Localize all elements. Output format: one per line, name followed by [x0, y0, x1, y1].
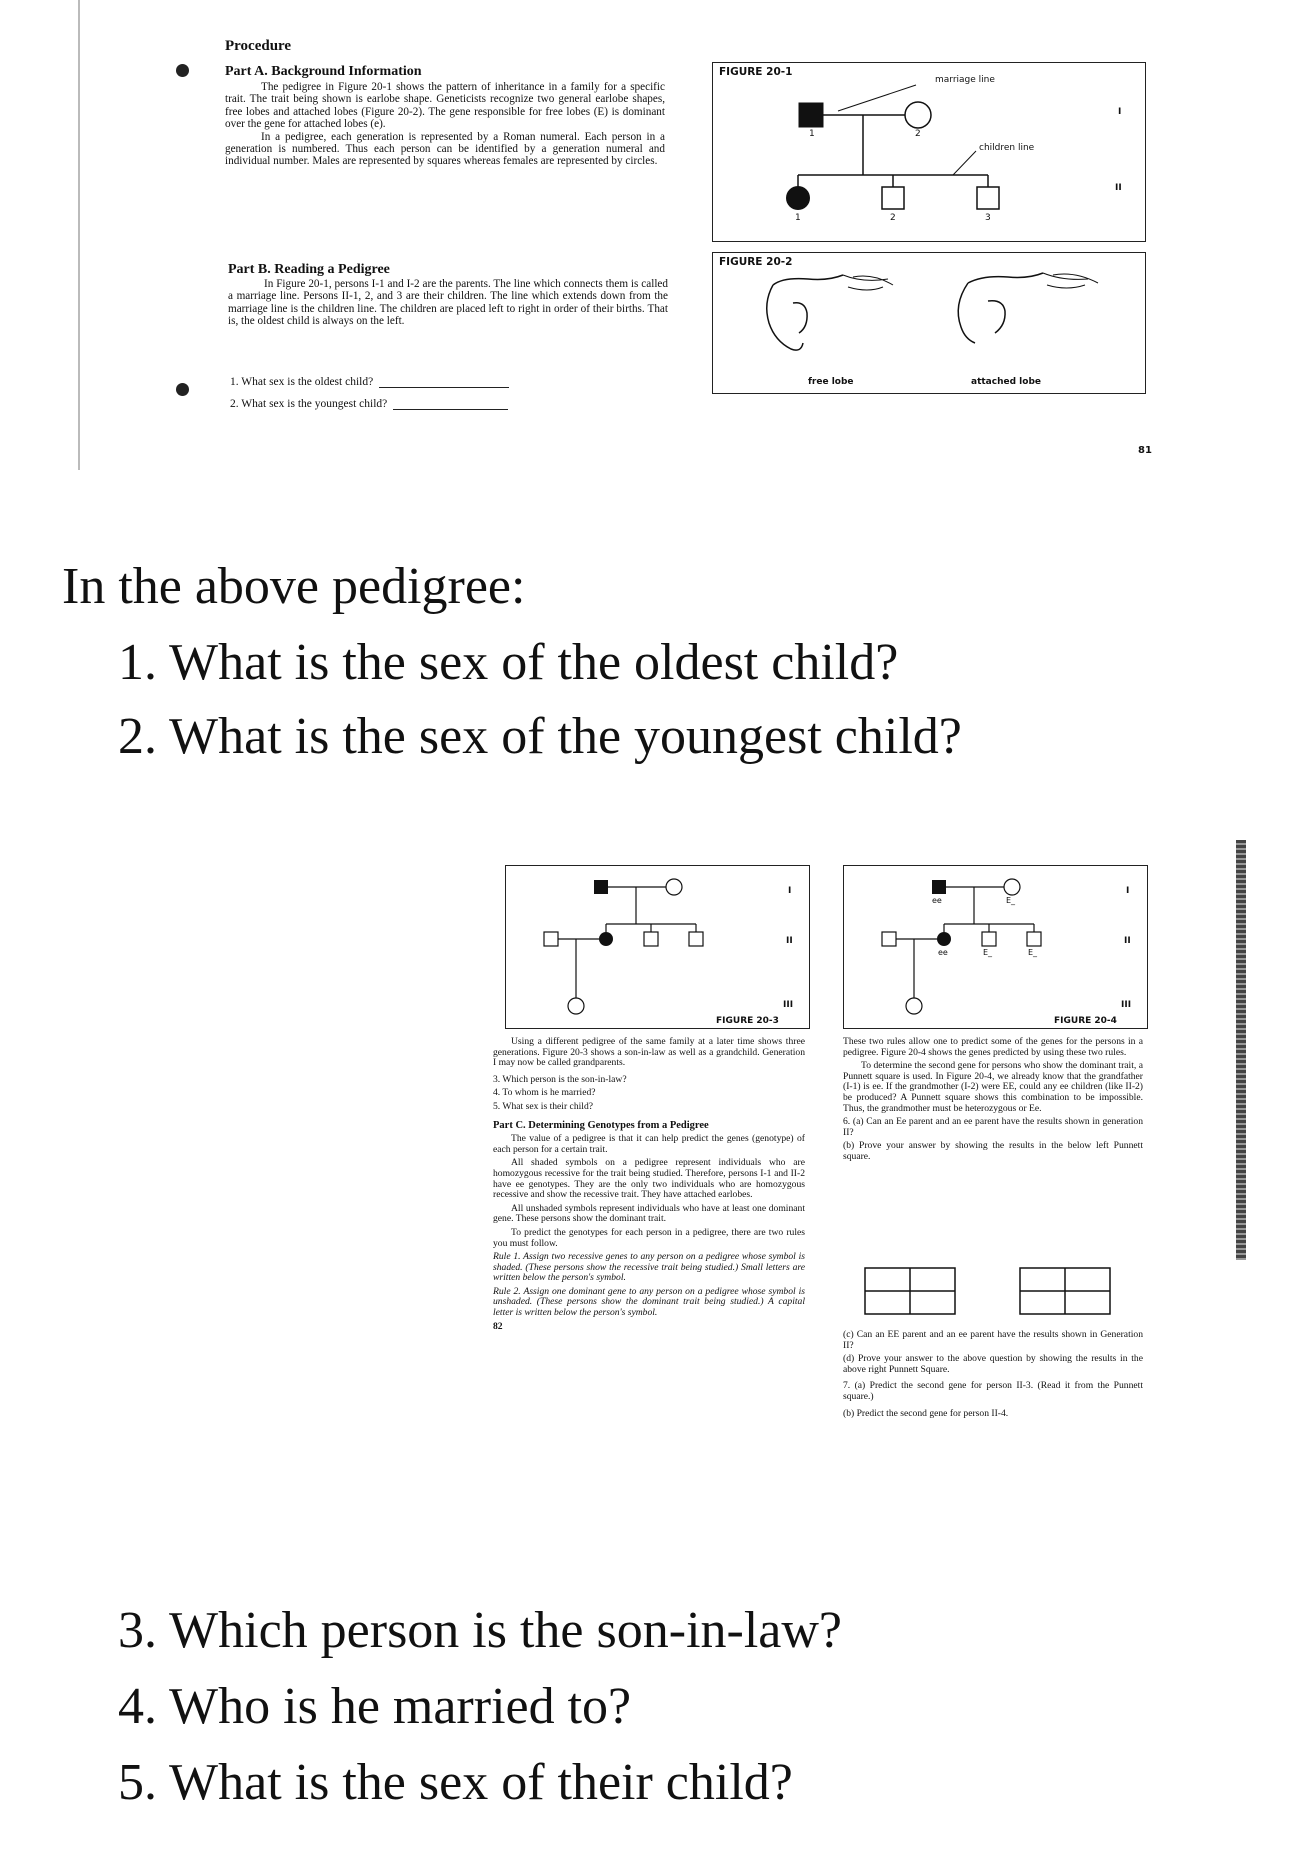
question-7a: 7. (a) Predict the second gene for person II-3. (Read it from the Punnett square.)	[843, 1380, 1143, 1402]
right-paragraph-2: To determine the second gene for persons who show the dominant trait, a Punnett square is used. In Figure 20-4, we already know that the grandfather (I-1) is ee. If the grandmother (I-2) were EE, could any ee children (like II-2) be produced? A Punnett square shows this combination to be impossible. Thus, the grandmother must be heterozygous or Ee.	[843, 1060, 1143, 1114]
page81-question-1	[230, 376, 509, 388]
answer-line	[379, 387, 509, 388]
page81-question-2	[230, 398, 508, 410]
male-II-2	[882, 187, 904, 209]
figure-20-2-label: FIGURE 20-2	[719, 256, 793, 268]
figure-20-4-gen-III: III	[1121, 1000, 1132, 1010]
attached-lobe-label: attached lobe	[971, 377, 1041, 387]
free-lobe-drawing	[767, 275, 893, 350]
part-c-paragraph-3: All unshaded symbols represent individuals who have at least one dominant gene. These persons show the dominant trait.	[493, 1202, 805, 1225]
figure-20-4	[843, 865, 1148, 1029]
figure-20-3-intro: Using a different pedigree of the same family at a later time shows three generations. Figure 20-3 shows a son-in-law as well as a grandchild. Generation I may now be called grandparents.	[493, 1036, 805, 1069]
person-I-1-number: 1	[809, 129, 815, 139]
generation-II-label: II	[1115, 183, 1122, 193]
page82-question-3: 3. Which person is the son-in-law?	[493, 1073, 627, 1085]
punnett-square-right	[1020, 1268, 1110, 1314]
rule-1: Rule 1. Assign two recessive genes to any person on a pedigree whose symbol is shaded. (These persons show the recessive trait being studied.) Small letters are written below the person's symbol.	[493, 1251, 805, 1284]
part-b-paragraph: In Figure 20-1, persons I-1 and I-2 are the parents. The line which connects them is called a marriage line. Persons II-1, 2, and 3 are their children. The line which extends down from the marriage line is the children line. The children are placed left to right in order of their births. That is, the oldest child is always on the left.	[228, 278, 668, 328]
children-pointer	[953, 151, 976, 175]
question-1-text: 1. What sex is the oldest child?	[230, 376, 374, 388]
pedigree-3-gen	[506, 866, 809, 1028]
punnett-square-left	[865, 1268, 955, 1314]
figure-20-2	[712, 252, 1146, 394]
page82-right-column-lower	[843, 1330, 1143, 1422]
generation-I-label: I	[1118, 107, 1122, 117]
part-c-paragraph-4: To predict the genotypes for each person in a pedigree, there are two rules you must follow.	[493, 1226, 805, 1249]
question-6b: (b) Prove your answer by showing the results in the below left Punnett square.	[843, 1140, 1143, 1162]
person-I-2-number: 2	[915, 129, 921, 139]
figure-20-1-label: FIGURE 20-1	[719, 66, 793, 78]
page-number-81: 81	[1138, 445, 1152, 456]
genotype-II-2: ee	[938, 948, 948, 957]
page82-right-column	[843, 1037, 1143, 1166]
figure-20-4-label: FIGURE 20-4	[1054, 1016, 1117, 1026]
person-II-1-number: 1	[795, 213, 801, 223]
part-c-paragraph-1: The value of a pedigree is that it can help predict the genes (genotype) of each person for a certain trait.	[493, 1133, 805, 1155]
pedigree-genotypes	[844, 866, 1147, 1028]
part-a-paragraph-1: The pedigree in Figure 20-1 shows the pattern of inheritance in a family for a specific trait. The trait being shown is earlobe shape. Geneticists recognize two general earlobe shapes, free lobes and attached lobes (Figure 20-2). The gene responsible for free lobes (E) is dominant over the gene for attached lobes (e).	[225, 81, 665, 131]
genotype-I-2: E_	[1006, 896, 1016, 905]
male-affected-I-1	[799, 103, 823, 127]
question-2-text: 2. What sex is the youngest child?	[230, 398, 388, 410]
page82-question-4: 4. To whom is he married?	[493, 1087, 596, 1099]
figure-20-4-gen-I: I	[1126, 886, 1130, 896]
question-6c: (c) Can an EE parent and an ee parent have the results shown in Generation II?	[843, 1329, 1143, 1351]
part-a-text	[225, 81, 665, 168]
earlobe-drawings	[713, 253, 1145, 393]
question-7b: (b) Predict the second gene for person II-4.	[843, 1407, 1009, 1419]
marriage-line-label: marriage line	[935, 75, 995, 85]
female-I-2	[905, 102, 931, 128]
question-4-large: 4. Who is he married to?	[118, 1678, 632, 1735]
male-II-3	[977, 187, 999, 209]
figure-20-3-gen-II: II	[786, 936, 793, 946]
figure-20-3-label: FIGURE 20-3	[716, 1016, 779, 1026]
question-6a: 6. (a) Can an Ee parent and an ee parent have the results shown in generation II?	[843, 1116, 1143, 1138]
page-number-82: 82	[493, 1320, 503, 1332]
figure-20-3-gen-III: III	[783, 1000, 794, 1010]
genotype-II-3: E_	[983, 948, 993, 957]
question-2-large: 2. What is the sex of the youngest child?	[118, 708, 962, 765]
children-line-label: children line	[979, 143, 1035, 153]
hole-punch-icon	[176, 383, 189, 396]
part-b-heading: Part B. Reading a Pedigree	[228, 262, 390, 277]
marriage-pointer	[838, 85, 916, 111]
figure-20-4-gen-II: II	[1124, 936, 1131, 946]
right-paragraph-1: These two rules allow one to predict some of the genes for the persons in a pedigree. Figure 20-4 shows the genes predicted by using these two rules.	[843, 1036, 1143, 1058]
part-c-heading: Part C. Determining Genotypes from a Pedigree	[493, 1119, 709, 1131]
person-II-3-number: 3	[985, 213, 991, 223]
rule-2: Rule 2. Assign one dominant gene to any person on a pedigree whose symbol is unshaded. (These persons show the dominant trait being studied.) A capital letter is written below the person's symbol.	[493, 1285, 805, 1319]
figure-20-3	[505, 865, 810, 1029]
procedure-heading: Procedure	[225, 38, 292, 54]
scanner-edge	[1236, 840, 1246, 1260]
free-lobe-label: free lobe	[808, 377, 854, 387]
page82-left-column	[493, 1037, 805, 1335]
part-b-text	[228, 278, 668, 328]
hole-punch-icon	[176, 64, 189, 77]
figure-20-1	[712, 62, 1146, 242]
female-affected-II-1	[786, 186, 810, 210]
page82-question-5: 5. What sex is their child?	[493, 1100, 593, 1112]
attached-lobe-drawing	[958, 273, 1098, 343]
answer-line	[393, 409, 508, 410]
part-a-heading: Part A. Background Information	[225, 64, 422, 79]
pedigree-diagram	[713, 63, 1145, 241]
question-5-large: 5. What is the sex of their child?	[118, 1754, 793, 1811]
question-3-large: 3. Which person is the son-in-law?	[118, 1602, 842, 1659]
part-c-paragraph-2: All shaded symbols on a pedigree represent individuals who are homozygous recessive for the trait being studied. Therefore, persons I-1 and II-2 have ee genotypes. They are the only two individuals who are homozygous recessive and show the recessive trait. They have attached earlobes.	[493, 1157, 805, 1201]
figure-20-3-gen-I: I	[788, 886, 792, 896]
part-a-paragraph-2: In a pedigree, each generation is represented by a Roman numeral. Each person in a generation is numbered. Thus each person can be identified by a generation numeral and individual number. Males are represented by squares whereas females are represented by circles.	[225, 130, 665, 168]
genotype-II-4: E_	[1028, 948, 1038, 957]
genotype-I-1: ee	[932, 896, 942, 905]
punnett-squares	[845, 1262, 1145, 1322]
question-1-large: 1. What is the sex of the oldest child?	[118, 634, 899, 691]
pedigree-intro: In the above pedigree:	[62, 558, 526, 615]
person-II-2-number: 2	[890, 213, 896, 223]
question-6d: (d) Prove your answer to the above question by showing the results in the above right Punnett Square.	[843, 1353, 1143, 1375]
